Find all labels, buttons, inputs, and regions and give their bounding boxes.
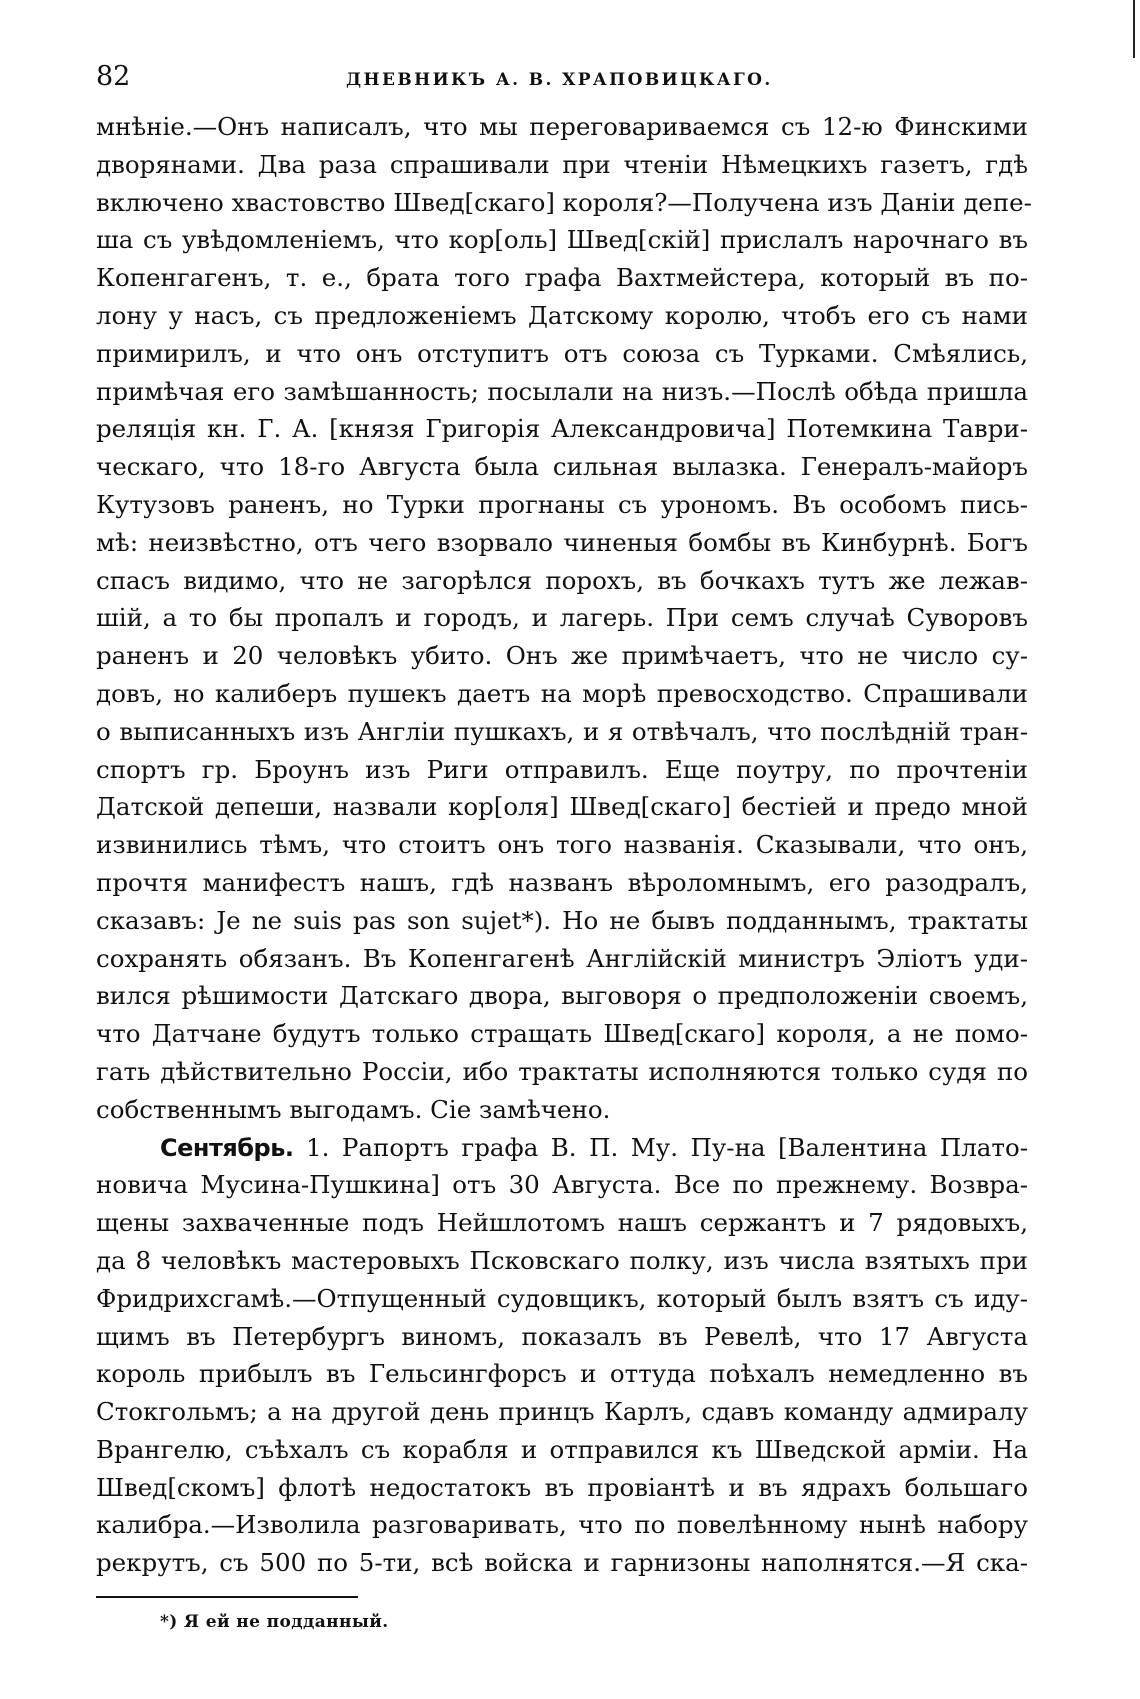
text-line: собственнымъ выгодамъ. Сіе замѣчено. bbox=[96, 1094, 611, 1124]
footnote: *) Я ей не подданный. bbox=[160, 1612, 389, 1632]
text-line: примѣчая его замѣшанность; посылали на низъ.—Послѣ обѣда пришла bbox=[96, 376, 1028, 406]
page-edge-line bbox=[1133, 0, 1135, 58]
text-line: сказавъ: Je ne suis pas son sujet*). Но не бывъ подданнымъ, трактаты bbox=[96, 905, 1028, 935]
text-line: новича Мусина-Пушкина] отъ 30 Августа. Все по прежнему. Возвра- bbox=[96, 1170, 1028, 1200]
text-line: извинились тѣмъ, что стоитъ онъ того названія. Сказывали, что онъ, bbox=[96, 830, 1028, 860]
entry-first-line-text: 1. Рапортъ графа В. П. Му. Пу-на [Валентина Плато- bbox=[293, 1132, 1028, 1162]
text-line: лону у насъ, съ предложеніемъ Датскому королю, чтобъ его съ нами bbox=[96, 300, 1028, 330]
page-number: 82 bbox=[96, 61, 131, 92]
text-line: рекрутъ, съ 500 по 5-ти, всѣ войска и гарнизоны наполнятся.—Я ска- bbox=[96, 1548, 1028, 1578]
text-line: щены захваченные подъ Нейшлотомъ нашъ сержантъ и 7 рядовыхъ, bbox=[96, 1208, 1028, 1238]
text-line: о выписанныхъ изъ Англіи пушкахъ, и я отвѣчалъ, что послѣдній тран- bbox=[96, 716, 1028, 746]
text-line: Врангелю, съѣхалъ съ корабля и отправился къ Шведской арміи. На bbox=[96, 1434, 1028, 1464]
text-line: прочтя манифестъ нашъ, гдѣ названъ вѣроломнымъ, его разодралъ, bbox=[96, 867, 1028, 897]
text-line: Стокгольмъ; а на другой день принцъ Карлъ, сдавъ команду адмиралу bbox=[96, 1397, 1028, 1427]
text-line: спортъ гр. Броунъ изъ Риги отправилъ. Еще поутру, по прочтеніи bbox=[96, 754, 1028, 784]
text-line: довъ, но калиберъ пушекъ даетъ на морѣ превосходство. Спрашивали bbox=[96, 678, 1028, 708]
date-heading: Сентябрь. bbox=[160, 1133, 294, 1162]
text-line: Датской депеши, назвали кор[оля] Швед[скаго] бестіей и предо мной bbox=[96, 792, 1028, 822]
text-line: Швед[скомъ] флотѣ недостатокъ въ провіантѣ и въ ядрахъ большаго bbox=[96, 1472, 1028, 1502]
text-line: Фридрихсгамѣ.—Отпущенный судовщикъ, который былъ взятъ съ иду- bbox=[96, 1283, 1028, 1313]
text-line: ческаго, что 18-го Августа была сильная вылазка. Генералъ-майоръ bbox=[96, 452, 1028, 482]
text-line: калибра.—Изволила разговаривать, что по повелѣнному нынѣ набору bbox=[96, 1510, 1028, 1540]
text-line: сохранять обязанъ. Въ Копенгагенѣ Англійскій министръ Эліотъ уди- bbox=[96, 943, 1028, 973]
text-line: гать дѣйствительно Россіи, ибо трактаты исполняются только судя по bbox=[96, 1056, 1028, 1086]
text-line: Кутузовъ раненъ, но Турки прогнаны съ урономъ. Въ особомъ пись- bbox=[96, 489, 1028, 519]
text-line-dated-entry bbox=[96, 1129, 1028, 1167]
body-text bbox=[96, 108, 1032, 1582]
footnote-rule bbox=[96, 1596, 358, 1598]
text-line: Копенгагенъ, т. е., брата того графа Вахтмейстера, который въ по- bbox=[96, 263, 1028, 293]
text-line: шій, а то бы пропалъ и городъ, и лагерь. При семъ случаѣ Суворовъ bbox=[96, 603, 1028, 633]
text-line: дворянами. Два раза спрашивали при чтеніи Нѣмецкихъ газетъ, гдѣ bbox=[96, 149, 1028, 179]
text-line: мнѣніе.—Онъ написалъ, что мы переговариваемся съ 12-ю Финскими bbox=[96, 112, 1028, 141]
text-line: мѣ: неизвѣстно, отъ чего взорвало чиненыя бомбы въ Кинбурнѣ. Богъ bbox=[96, 527, 1028, 557]
text-line: ша съ увѣдомленіемъ, что кор[оль] Швед[скій] прислалъ нарочнаго въ bbox=[96, 225, 1028, 255]
text-line: включено хвастовство Швед[скаго] короля?—Получена изъ Даніи депе- bbox=[96, 187, 1032, 217]
text-line: спасъ видимо, что не загорѣлся порохъ, въ бочкахъ тутъ же лежав- bbox=[96, 565, 1028, 595]
text-line: король прибылъ въ Гельсингфорсъ и оттуда поѣхалъ немедленно въ bbox=[96, 1359, 1028, 1389]
text-line: вился рѣшимости Датскаго двора, выговоря о предположеніи своемъ, bbox=[96, 981, 1028, 1011]
text-line: щимъ въ Петербургъ виномъ, показалъ въ Ревелѣ, что 17 Августа bbox=[96, 1321, 1028, 1351]
text-line: примирилъ, и что онъ отступитъ отъ союза съ Турками. Смѣялись, bbox=[96, 338, 1028, 368]
text-line: реляція кн. Г. А. [князя Григорія Александровича] Потемкина Таври- bbox=[96, 414, 1028, 444]
text-line: да 8 человѣкъ мастеровыхъ Псковскаго полку, изъ числа взятыхъ при bbox=[96, 1245, 1028, 1275]
running-head: ДНЕВНИКЪ А. В. ХРАПОВИЦКАГО. bbox=[346, 70, 773, 90]
page-header bbox=[96, 62, 1026, 96]
text-line: раненъ и 20 человѣкъ убито. Онъ же примѣчаетъ, что не число су- bbox=[96, 641, 1028, 671]
text-line: что Датчане будутъ только стращать Швед[скаго] короля, а не помо- bbox=[96, 1019, 1028, 1049]
